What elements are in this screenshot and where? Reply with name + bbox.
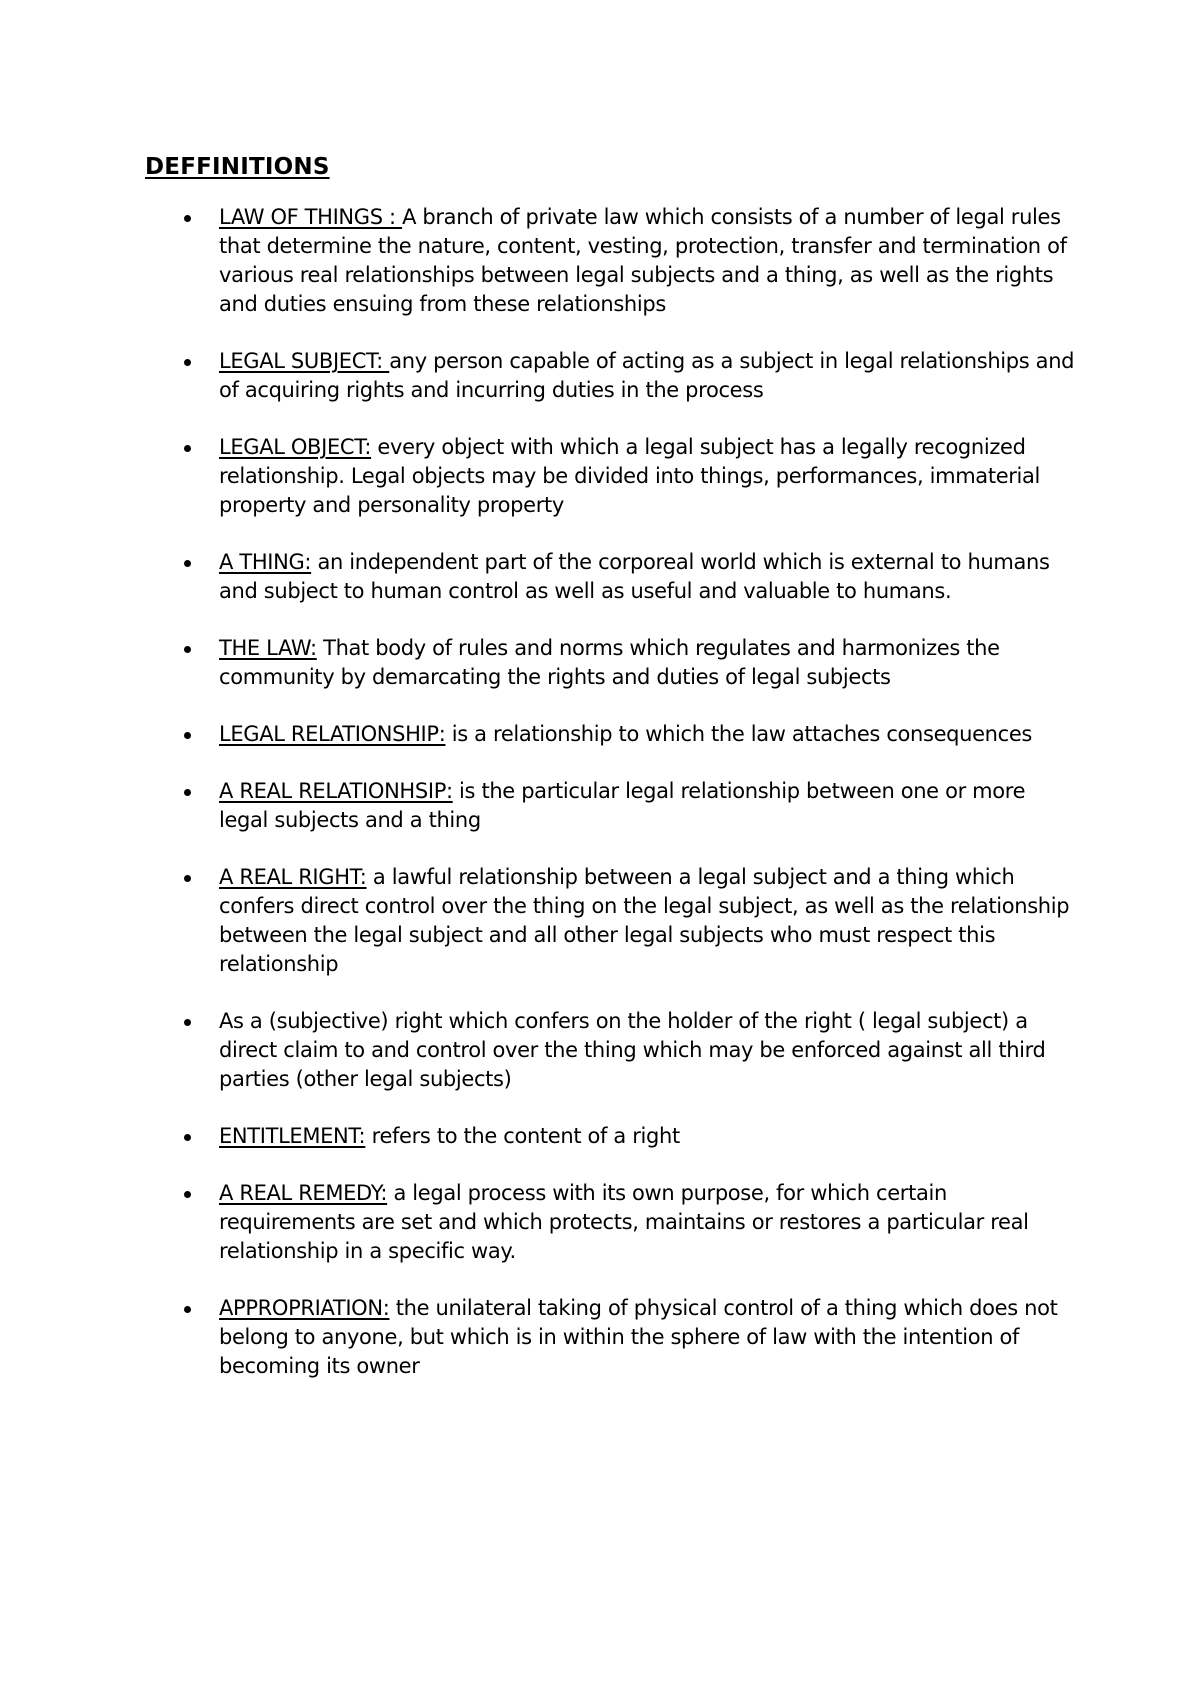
bullet-icon (184, 1191, 191, 1198)
definition-term: A THING: (219, 550, 312, 574)
definition-term: LEGAL RELATIONSHIP: (219, 722, 446, 746)
definition-item (145, 347, 1080, 405)
bullet-icon (184, 732, 191, 739)
definition-item (145, 433, 1080, 520)
definition-item (145, 777, 1080, 835)
definition-item (145, 1179, 1080, 1266)
definition-text: A branch of private law which consists of a number of legal rules that determine the nature, content, vesting, protection, transfer and termination of various real relationships between legal subjects and a thing, as well as the rights and duties ensuing from these relationships (219, 205, 1067, 316)
bullet-icon (184, 789, 191, 796)
definition-text: any person capable of acting as a subject in legal relationships and of acquiring rights and incurring duties in the process (219, 349, 1075, 402)
definition-text: is a relationship to which the law attaches consequences (445, 722, 1032, 746)
bullet-icon (184, 875, 191, 882)
definition-term: APPROPRIATION: (219, 1296, 390, 1320)
definition-text: a legal process with its own purpose, for which certain requirements are set and which protects, maintains or restores a particular real relationship in a specific way. (219, 1181, 1029, 1263)
bullet-icon (184, 445, 191, 452)
definition-text: That body of rules and norms which regulates and harmonizes the community by demarcating the rights and duties of legal subjects (219, 636, 1000, 689)
bullet-icon (184, 359, 191, 366)
definition-item (145, 720, 1080, 749)
definition-item (145, 1122, 1080, 1151)
definition-item (145, 548, 1080, 606)
definition-term: LAW OF THINGS : (219, 205, 403, 229)
definition-item (145, 203, 1080, 319)
definition-term: A REAL RELATIONHSIP: (219, 779, 453, 803)
bullet-icon (184, 560, 191, 567)
definitions-list (145, 203, 1080, 1381)
document-title: DEFFINITIONS (145, 154, 330, 180)
definition-term: LEGAL SUBJECT: (219, 349, 390, 373)
definition-text: refers to the content of a right (365, 1124, 680, 1148)
bullet-icon (184, 215, 191, 222)
bullet-icon (184, 1134, 191, 1141)
definition-text: an independent part of the corporeal world which is external to humans and subject to human control as well as useful and valuable to humans. (219, 550, 1050, 603)
definition-term: A REAL RIGHT: (219, 865, 367, 889)
bullet-icon (184, 1019, 191, 1026)
definition-text: the unilateral taking of physical control of a thing which does not belong to anyone, but which is in within the sphere of law with the intention of becoming its owner (219, 1296, 1058, 1378)
definition-item (145, 1294, 1080, 1381)
definition-term: THE LAW: (219, 636, 317, 660)
definition-item (145, 863, 1080, 979)
definition-text: a lawful relationship between a legal subject and a thing which confers direct control over the thing on the legal subject, as well as the relationship between the legal subject and all other legal subjects who must respect this relationship (219, 865, 1070, 976)
definition-item (145, 1007, 1080, 1094)
bullet-icon (184, 646, 191, 653)
definition-text: As a (subjective) right which confers on the holder of the right ( legal subject) a direct claim to and control over the thing which may be enforced against all third parties (other legal subjects) (219, 1009, 1046, 1091)
definition-term: A REAL REMEDY: (219, 1181, 388, 1205)
definition-term: LEGAL OBJECT: (219, 435, 372, 459)
bullet-icon (184, 1306, 191, 1313)
definition-item (145, 634, 1080, 692)
definition-text: is the particular legal relationship between one or more legal subjects and a thing (219, 779, 1026, 832)
definition-term: ENTITLEMENT: (219, 1124, 366, 1148)
definition-text: every object with which a legal subject has a legally recognized relationship. Legal objects may be divided into things, performances, immaterial property and personality property (219, 435, 1041, 517)
